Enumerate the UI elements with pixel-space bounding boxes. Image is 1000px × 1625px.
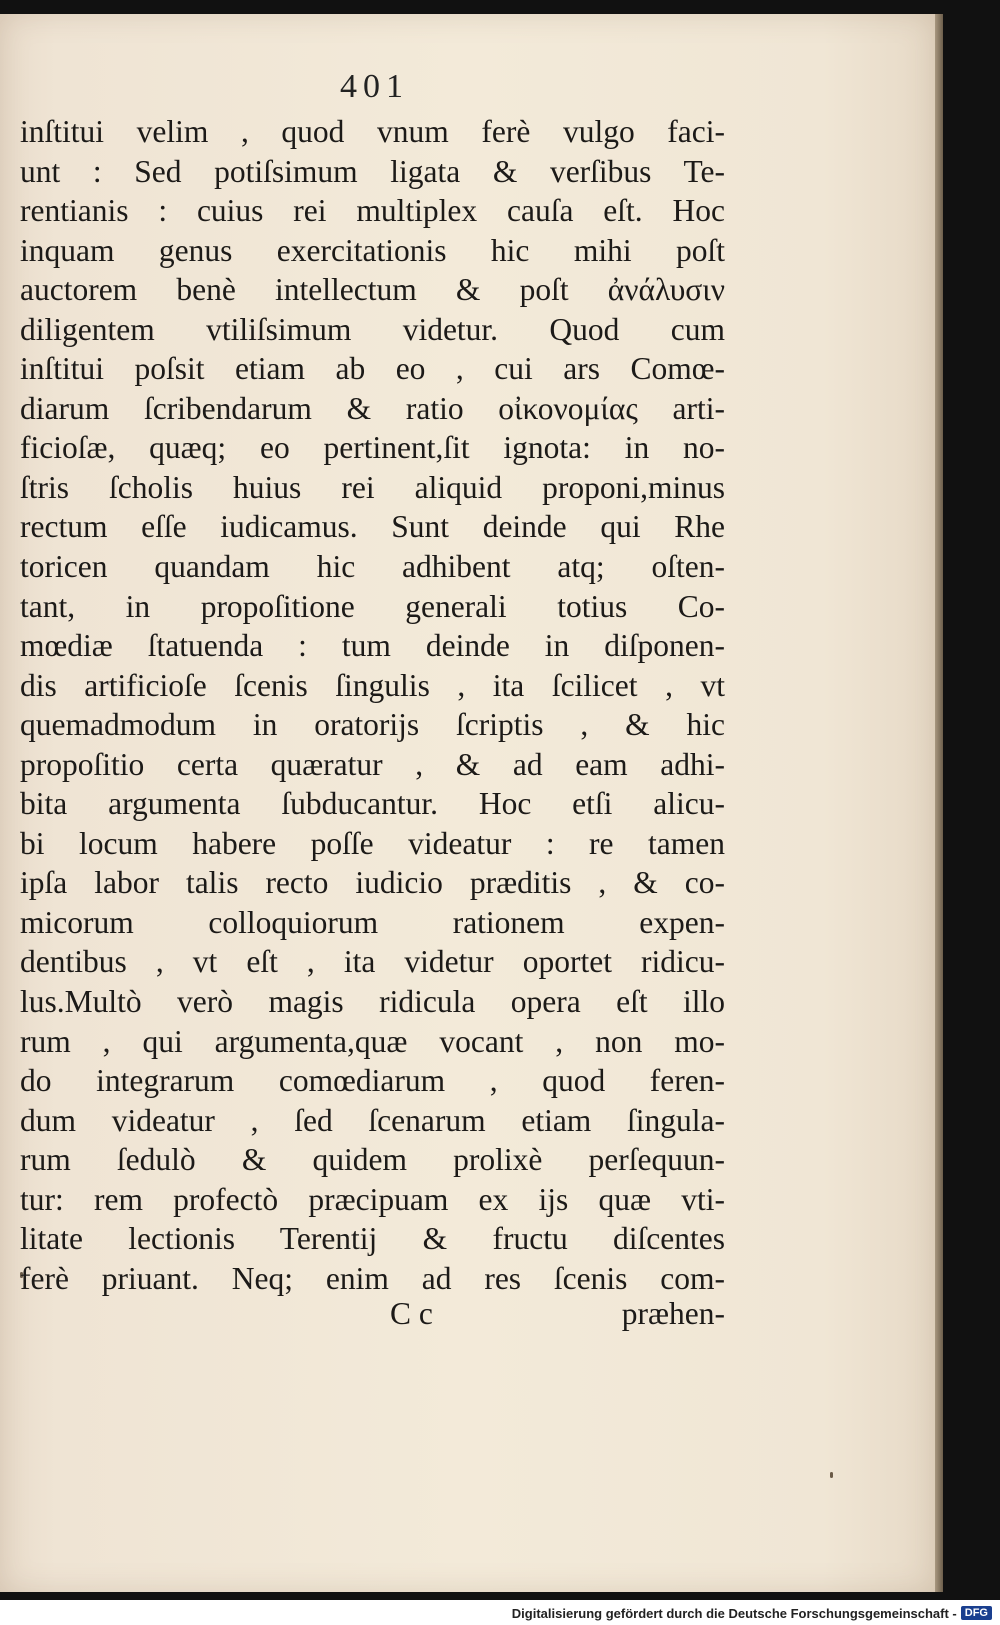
text-line: rectum eſſe iudicamus. Sunt deinde qui Rhe	[20, 509, 725, 545]
text-line: micorum colloquiorum rationem expen-	[20, 904, 725, 940]
text-line: rum , qui argumenta,quæ vocant , non mo-	[20, 1023, 725, 1059]
paper-speck	[830, 1472, 833, 1478]
text-line: dis artificioſe ſcenis ſingulis , ita ſcilicet , vt	[20, 667, 725, 703]
text-line: ipſa labor talis recto iudicio præditis , & co-	[20, 865, 725, 901]
text-line: ferè priuant. Neq; enim ad res ſcenis com-	[20, 1260, 725, 1296]
text-line: propoſitio certa quæratur , & ad eam adhi-	[20, 746, 725, 782]
text-line: inſtitui velim , quod vnum ferè vulgo faci-	[20, 114, 725, 149]
text-line: dentibus , vt eſt , ita videtur oportet ridicu-	[20, 944, 725, 980]
text-line: tur: rem profectò præcipuam ex ijs quæ vti-	[20, 1181, 725, 1217]
text-line: rentianis : cuius rei multiplex cauſa eſt. Hoc	[20, 193, 725, 229]
text-line: mœdiæ ſtatuenda : tum deinde in diſponen-	[20, 628, 725, 664]
text-line: auctorem benè intellectum & poſt ἀνάλυσιν	[20, 272, 725, 308]
text-line: diligentem vtiliſsimum videtur. Quod cum	[20, 311, 725, 347]
text-line: litate lectionis Terentij & fructu diſcentes	[20, 1221, 725, 1257]
text-line: diarum ſcribendarum & ratio οἰκονομίας arti-	[20, 390, 725, 426]
text-line: bita argumenta ſubducantur. Hoc etſi alicu-	[20, 786, 725, 822]
body-text	[20, 112, 725, 1298]
credit-text: Digitalisierung gefördert durch die Deutsche Forschungsgemeinschaft -	[511, 1605, 957, 1621]
text-line: do integrarum comœdiarum , quod feren-	[20, 1063, 725, 1099]
text-line: inſtitui poſsit etiam ab eo , cui ars Comœ-	[20, 351, 725, 387]
text-line: bi locum habere poſſe videatur : re tamen	[20, 825, 725, 861]
text-line: tant, in propoſitione generali totius Co-	[20, 588, 725, 624]
page-foot	[20, 1292, 725, 1336]
dfg-logo: DFG	[961, 1606, 992, 1620]
catchword: præhen-	[621, 1296, 725, 1331]
text-line: rum ſedulò & quidem prolixè perſequun-	[20, 1142, 725, 1178]
digitization-credit	[512, 1603, 992, 1623]
text-line: ſtris ſcholis huius rei aliquid proponi,minus	[20, 469, 725, 505]
page-edge	[935, 14, 943, 1592]
text-line: inquam genus exercitationis hic mihi poſt	[20, 232, 725, 268]
text-line: lus.Multò verò magis ridicula opera eſt illo	[20, 984, 725, 1020]
text-line: quemadmodum in oratorijs ſcriptis , & hic	[20, 707, 725, 743]
text-line: ficioſæ, quæq; eo pertinent,ſit ignota: in no-	[20, 430, 725, 466]
signature-mark: C c	[390, 1296, 433, 1331]
text-line: toricen quandam hic adhibent atq; oſten-	[20, 549, 725, 585]
page-number: 401	[340, 68, 409, 105]
text-line: unt : Sed potiſsimum ligata & verſibus Te-	[20, 153, 725, 189]
text-line: dum videatur , ſed ſcenarum etiam ſingula-	[20, 1102, 725, 1138]
